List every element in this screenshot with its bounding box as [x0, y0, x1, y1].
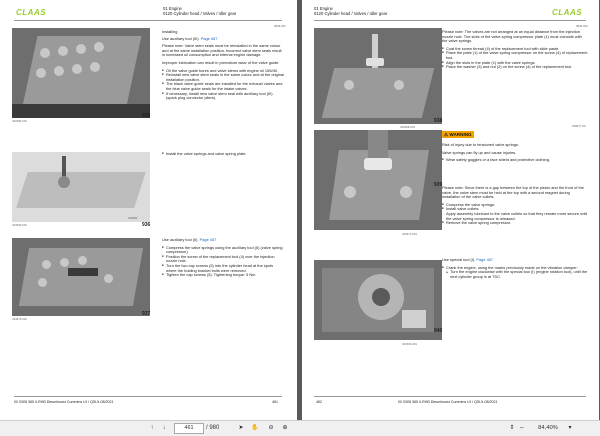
zoom-level[interactable]: 84,40% — [538, 425, 558, 431]
list-item: ■ Remove the valve spring compressor. — [442, 221, 588, 226]
fit-width-icon[interactable]: ⇔ — [519, 425, 525, 431]
figure-number: 935 — [142, 113, 151, 119]
list-item: ■ Place the washer (3) and nut (2) on the screw (4) of the replacement tool. — [442, 65, 588, 70]
installing-column — [162, 30, 284, 101]
warning-label: WARNING — [449, 132, 472, 137]
risk-text: Valve springs can fly up and cause injuries. — [442, 149, 517, 155]
cylinder-head-figure — [12, 152, 150, 222]
note-paragraph: Improper lubrication can result in premature wear of the valve guide. — [162, 59, 280, 65]
list-item: ■ Place the plate (1) of the valve spring compressor on the screw (4) of replacement tool. — [442, 51, 588, 60]
figure-code: 434368-001 — [400, 125, 415, 129]
page-up-icon[interactable]: ↑ — [150, 425, 154, 431]
valve-spring-plate-figure — [314, 28, 442, 124]
engine-valve-figure — [12, 28, 150, 118]
list-item: ■ Compress the valve springs. — [442, 203, 588, 208]
list-item: ■ Install the valve springs and valve spring plate. — [162, 152, 284, 157]
header-divider — [14, 20, 282, 21]
page-link[interactable]: Page 457 — [199, 237, 217, 242]
section-title: 0120 Cylinder head / Valves / Idler gear — [163, 11, 237, 17]
list-item: ■ Install valve collets. — [442, 207, 588, 212]
list-item: ■ If necessary, install new valve stem seal with auxiliary tool (III) (spark plug connector pliers). — [162, 92, 284, 101]
fit-page-icon[interactable]: ⇕ — [509, 425, 515, 431]
compress-column — [162, 238, 284, 278]
page-number-input[interactable]: 461 — [174, 423, 204, 434]
page-down-icon[interactable]: ↓ — [162, 425, 166, 431]
header-divider — [314, 20, 586, 21]
page-link[interactable]: Page 457 — [476, 257, 494, 262]
note-paragraph: Please note: The valves are not arranged at an equal distance from the injection nozzle hole. The slots of the valve spring compressor plate (1) must coincide with the valve springs. — [442, 29, 582, 44]
pdf-viewer-toolbar — [0, 420, 600, 436]
tool-line: Use special tool (I). Page 457 — [442, 257, 494, 262]
figure-number: 937 — [142, 311, 151, 317]
pdf-page-right — [302, 0, 599, 420]
figure-code: 434372-001 — [12, 317, 27, 321]
figure-label: 108680 — [128, 216, 138, 220]
list-item: ■ Wear safety goggles or a face shield and protective clothing. — [442, 158, 588, 163]
note-paragraph: Please note: Since there is a gap between the top of the piston and the front of the valve, the valve stem must be held at the top with a second magnet during installation of the valve collets. — [442, 185, 584, 200]
risk-text: Risk of injury due to tensioned valve springs. — [442, 142, 519, 147]
list-item: ■ Oil the valve guide bores and valve stems with engine oil 15W40. — [162, 69, 284, 74]
list-item: ■ Reinstall new valve stem seals in the same colour and at the original installation position. — [162, 73, 284, 82]
page-number: 462 — [316, 400, 322, 404]
cursor-icon[interactable]: ➤ — [238, 425, 244, 431]
page-number: 461 — [272, 400, 278, 404]
pdf-page-left — [0, 0, 297, 420]
total-pages: / 980 — [206, 425, 220, 431]
list-item-detail: Apply assembly lubricant to the valve collets so that they remain more secure until the valve spring compressor is released. — [446, 210, 588, 221]
valve-collets-figure — [314, 130, 442, 230]
engine-rotation-figure — [314, 260, 442, 340]
page-ref: 3843-001 — [576, 24, 588, 28]
list-item: ■ Turn the two cap screws (5) into the cylinder head at the spots where the holding bracket bolts were removed. — [162, 264, 284, 273]
footer-divider — [314, 396, 586, 397]
crank-column — [442, 258, 588, 279]
figure-code: 431586-001 — [12, 119, 27, 123]
figure-ref: 238677-00 — [572, 124, 586, 128]
valve-plate-column — [442, 30, 588, 70]
zoom-in-icon[interactable]: ⊕ — [282, 425, 288, 431]
list-item: ■ Coat the screw thread (4) of the replacement tool with slide paste. — [442, 47, 588, 52]
section-title: 0120 Cylinder head / Valves / Idler gear — [314, 11, 388, 17]
page-ref: 3843-001 — [274, 24, 286, 28]
figure-number: 936 — [142, 222, 151, 228]
claas-logo: CLAAS — [552, 8, 583, 17]
tool-line: Use auxiliary tool (III). Page 457 — [162, 35, 218, 41]
footer-doc: 00 0305 365 0-RHB Dieselmotor Cummins L9 / QSL9-08/2021 — [14, 400, 114, 404]
page-header — [314, 6, 387, 16]
chapter-title: 01 Engine — [314, 6, 333, 11]
list-item: ■ Crank the engine, using the marks previously made on the vibration damper: — [442, 266, 588, 271]
figure-number: 938 — [434, 118, 443, 124]
note-paragraph: Please note: Valve stem seals must be reinstalled in the same colour and at the same installation position. Incorrect valve stem seals result in increased oil consumption and internal engine damage. — [162, 43, 282, 58]
figure-code: 431584-001 — [402, 342, 417, 346]
figure-number: 939 — [434, 182, 443, 188]
installing-heading: Installing — [162, 29, 178, 34]
page-header — [163, 6, 236, 16]
install-springs-column — [162, 152, 284, 157]
chapter-title: 01 Engine — [163, 6, 182, 11]
list-item: ■ Align the slots in the plate (1) with the valve springs. — [442, 61, 588, 66]
valve-spring-compressor-figure — [12, 238, 150, 316]
zoom-out-icon[interactable]: ⊖ — [268, 425, 274, 431]
list-item: ■ Tighten the cap screws (5). Tightening torque: 5 Nm — [162, 273, 284, 278]
collets-column — [442, 186, 588, 226]
list-item: ■ The black valve guide seals are installed for the exhaust valves and the blue valve guide seals for the intake valves. — [162, 82, 284, 91]
warning-icon: ⚠ — [444, 132, 449, 137]
page-link[interactable]: Page 457 — [200, 35, 218, 41]
sub-list-item: ► Turn the engine clockwise with the special tool (I) (engine rotation tool), until the next cylinder group is at TDC. — [442, 270, 588, 279]
hand-icon[interactable]: ✋ — [251, 425, 259, 431]
claas-logo: CLAAS — [16, 8, 47, 17]
warning-column — [442, 143, 588, 163]
footer-divider — [14, 396, 282, 397]
footer-doc: 00 0305 365 0-RHB Dieselmotor Cummins L9 / QSL9-08/2021 — [398, 400, 498, 404]
chevron-down-icon[interactable]: ▾ — [568, 425, 572, 431]
figure-code: 434371-001 — [402, 232, 417, 236]
list-item: ■ Compress the valve springs using the auxiliary tool (II) (valve spring compressor). — [162, 246, 284, 255]
tool-line: Use auxiliary tool (II). Page 457 — [162, 237, 217, 242]
figure-code: 434369-001 — [12, 223, 27, 227]
figure-number: 940 — [434, 328, 443, 334]
warning-badge — [442, 131, 474, 138]
list-item: ■ Position the screw of the replacement tool (4) over the injection nozzle hole. — [162, 255, 284, 264]
